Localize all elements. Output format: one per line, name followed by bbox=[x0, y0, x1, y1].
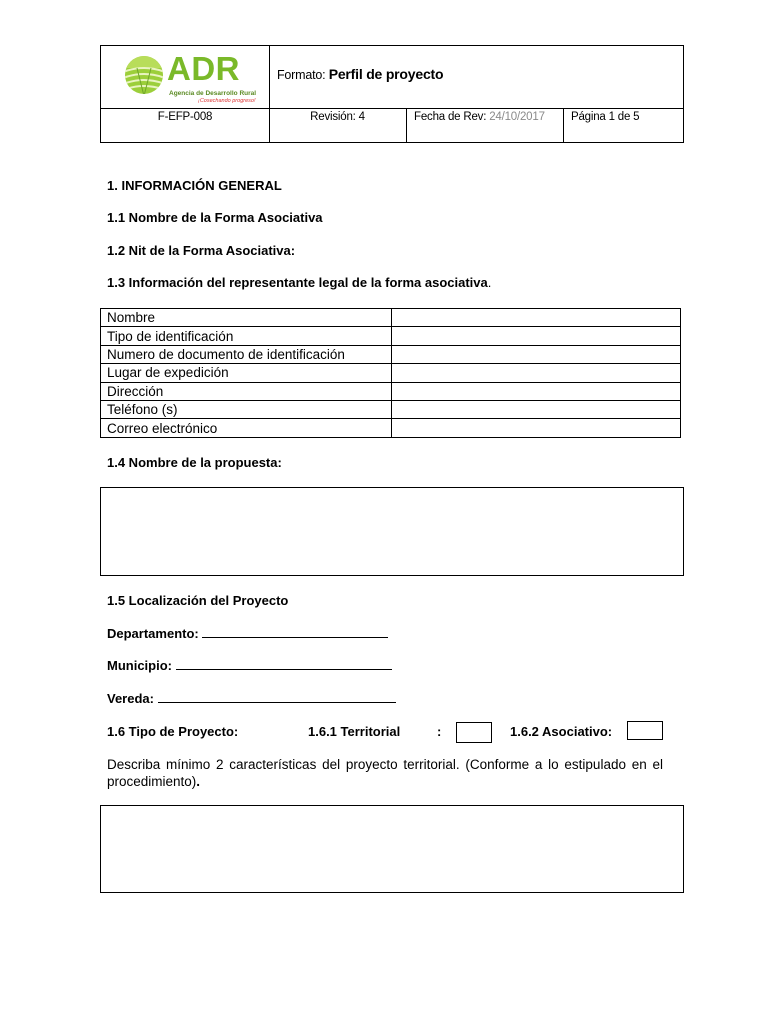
vereda-label: Vereda: bbox=[107, 691, 154, 706]
departamento-field[interactable] bbox=[202, 626, 388, 638]
municipio-field[interactable] bbox=[176, 658, 392, 670]
section-nit-forma-asociativa: 1.2 Nit de la Forma Asociativa: bbox=[107, 243, 296, 258]
describa-instruction bbox=[107, 756, 663, 790]
row-value-field[interactable] bbox=[392, 327, 681, 345]
row-value-field[interactable] bbox=[392, 400, 681, 418]
row-label: Lugar de expedición bbox=[101, 364, 392, 382]
nombre-propuesta-textarea[interactable] bbox=[100, 487, 684, 576]
row-label: Numero de documento de identificación bbox=[101, 345, 392, 363]
table-row bbox=[101, 364, 681, 382]
territorial-colon: : bbox=[437, 724, 442, 739]
departamento-label: Departamento: bbox=[107, 626, 199, 641]
row-value-field[interactable] bbox=[392, 309, 681, 327]
representante-table bbox=[100, 308, 681, 438]
section-informacion-general: 1. INFORMACIÓN GENERAL bbox=[107, 178, 282, 193]
field-globe-icon bbox=[123, 54, 165, 96]
table-row bbox=[101, 382, 681, 400]
revision: Revisión: 4 bbox=[310, 111, 365, 123]
section-localizacion: 1.5 Localización del Proyecto bbox=[107, 593, 289, 608]
table-row bbox=[101, 345, 681, 363]
adr-logo: ADR Agencia de Desarrollo Rural ¡Cosechando progreso! bbox=[123, 52, 253, 104]
row-label: Teléfono (s) bbox=[101, 400, 392, 418]
table-row bbox=[101, 400, 681, 418]
document-header bbox=[100, 45, 684, 143]
section-nombre-forma-asociativa: 1.1 Nombre de la Forma Asociativa bbox=[107, 210, 323, 225]
table-row bbox=[101, 327, 681, 345]
vereda-line bbox=[107, 691, 396, 706]
section-representante-legal-text: 1.3 Información del representante legal de la forma asociativa bbox=[107, 275, 488, 290]
municipio-line bbox=[107, 658, 392, 673]
formato-label: Formato: bbox=[277, 68, 326, 82]
describa-period: . bbox=[196, 774, 201, 789]
fecha-value: 24/10/2017 bbox=[489, 111, 545, 123]
asociativo-label: 1.6.2 Asociativo: bbox=[510, 724, 613, 739]
describa-text: Describa mínimo 2 características del proyecto territorial. (Conforme a lo estipulado en el procedimiento) bbox=[107, 757, 663, 789]
formato-value: Perfil de proyecto bbox=[328, 66, 444, 82]
section-representante-legal-period: . bbox=[487, 275, 492, 290]
formato-cell bbox=[277, 66, 443, 82]
row-label: Correo electrónico bbox=[101, 419, 392, 437]
vereda-field[interactable] bbox=[158, 691, 396, 703]
section-representante-legal bbox=[107, 275, 491, 290]
fecha-label: Fecha de Rev: bbox=[414, 111, 487, 123]
asociativo-checkbox[interactable] bbox=[627, 721, 663, 740]
row-label: Nombre bbox=[101, 309, 392, 327]
row-value-field[interactable] bbox=[392, 382, 681, 400]
row-value-field[interactable] bbox=[392, 345, 681, 363]
table-row bbox=[101, 419, 681, 437]
tipo-proyecto-label: 1.6 Tipo de Proyecto: bbox=[107, 724, 239, 739]
page-number: Página 1 de 5 bbox=[571, 111, 640, 123]
table-row bbox=[101, 309, 681, 327]
territorial-checkbox[interactable] bbox=[456, 722, 492, 743]
row-label: Tipo de identificación bbox=[101, 327, 392, 345]
fecha-rev bbox=[414, 111, 545, 123]
territorial-label: 1.6.1 Territorial bbox=[308, 724, 401, 739]
caracteristicas-textarea[interactable] bbox=[100, 805, 684, 893]
departamento-line bbox=[107, 626, 388, 641]
municipio-label: Municipio: bbox=[107, 658, 172, 673]
row-label: Dirección bbox=[101, 382, 392, 400]
document-code: F-EFP-008 bbox=[157, 111, 213, 123]
row-value-field[interactable] bbox=[392, 419, 681, 437]
section-nombre-propuesta: 1.4 Nombre de la propuesta: bbox=[107, 455, 282, 470]
row-value-field[interactable] bbox=[392, 364, 681, 382]
